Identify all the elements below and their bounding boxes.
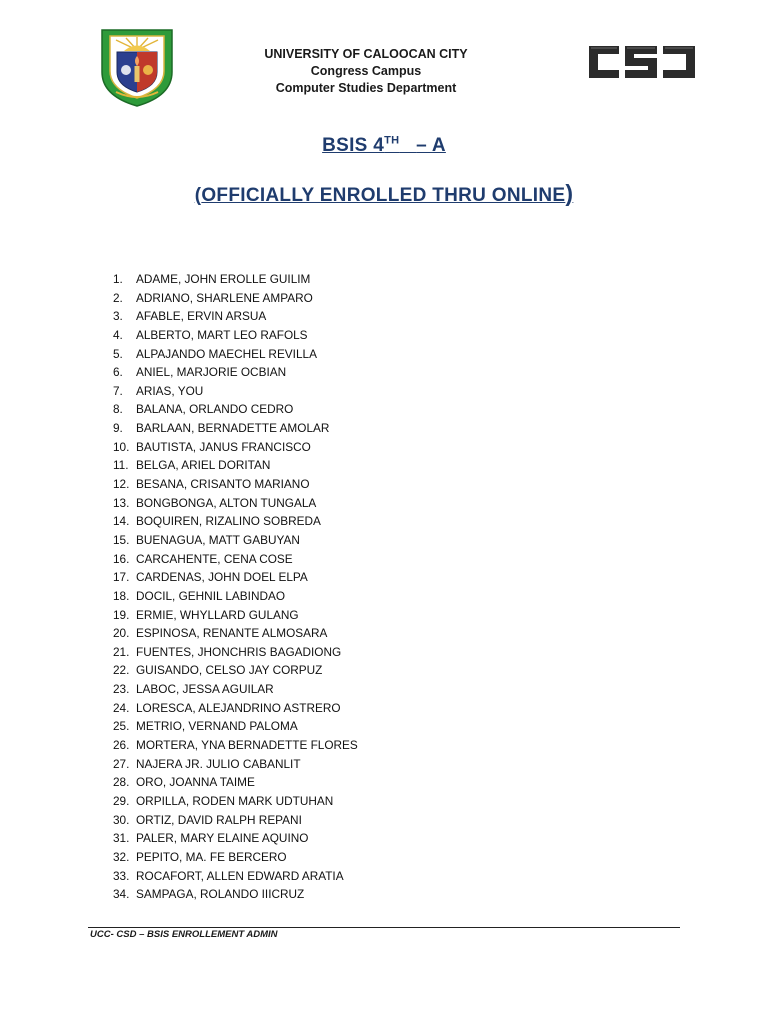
student-list-item [104, 400, 358, 419]
student-list-item [104, 885, 358, 904]
student-list-item [104, 829, 358, 848]
class-title-prefix: BSIS 4 [322, 135, 385, 156]
student-name: BALANA, ORLANDO CEDRO [136, 402, 294, 417]
student-number: 16. [113, 551, 130, 566]
student-number: 32. [113, 849, 130, 864]
student-name: CARCAHENTE, CENA COSE [136, 551, 293, 566]
student-name: FUENTES, JHONCHRIS BAGADIONG [136, 644, 342, 659]
student-list-item [104, 867, 358, 886]
student-name: ALBERTO, MART LEO RAFOLS [136, 327, 308, 342]
student-list-item [104, 419, 358, 438]
student-list-item [104, 270, 358, 289]
student-list-item [104, 512, 358, 531]
student-number: 31. [113, 831, 130, 846]
student-number: 21. [113, 644, 130, 659]
student-name: LABOC, JESSA AGUILAR [136, 682, 274, 697]
student-list-item [104, 811, 358, 830]
student-list-item [104, 326, 358, 345]
student-number: 25. [113, 719, 130, 734]
student-list-item [104, 363, 358, 382]
student-list-item [104, 289, 358, 308]
student-number: 33. [113, 868, 130, 883]
student-number: 24. [113, 700, 130, 715]
class-title-section: – A [416, 135, 446, 156]
student-list-item [104, 661, 358, 680]
csd-logo-icon [587, 42, 697, 82]
student-name: ESPINOSA, RENANTE ALMOSARA [136, 626, 328, 641]
student-number: 9. [113, 421, 123, 436]
student-name: BONGBONGA, ALTON TUNGALA [136, 495, 317, 510]
student-number: 12. [113, 477, 130, 492]
student-list-item [104, 624, 358, 643]
student-list-item [104, 438, 358, 457]
student-number: 2. [113, 290, 123, 305]
student-number: 22. [113, 663, 130, 678]
student-name: BESANA, CRISANTO MARIANO [136, 477, 310, 492]
student-name: ADRIANO, SHARLENE AMPARO [136, 290, 313, 305]
student-number: 29. [113, 793, 130, 808]
student-name: ORPILLA, RODEN MARK UDTUHAN [136, 793, 334, 808]
student-number: 13. [113, 495, 130, 510]
student-number: 23. [113, 682, 130, 697]
institution-header [248, 46, 484, 97]
student-list-item [104, 531, 358, 550]
student-number: 4. [113, 327, 123, 342]
student-number: 30. [113, 812, 130, 827]
student-list-item [104, 587, 358, 606]
student-number: 3. [113, 309, 123, 324]
enrollment-subtitle [0, 180, 768, 207]
student-name: SAMPAGA, ROLANDO IIICRUZ [136, 887, 305, 902]
student-number: 18. [113, 588, 130, 603]
student-list-item [104, 680, 358, 699]
student-list-item [104, 494, 358, 513]
student-number: 10. [113, 439, 130, 454]
student-name: ORTIZ, DAVID RALPH REPANI [136, 812, 302, 827]
student-number: 1. [113, 272, 123, 286]
student-list-item [104, 456, 358, 475]
student-list-item [104, 848, 358, 867]
student-number: 20. [113, 626, 130, 641]
student-number: 19. [113, 607, 130, 622]
student-name: MORTERA, YNA BERNADETTE FLORES [136, 738, 358, 753]
student-number: 34. [113, 887, 130, 902]
subtitle-close-paren: ) [565, 180, 574, 206]
student-name: ALPAJANDO MAECHEL REVILLA [136, 346, 317, 361]
class-title [0, 135, 768, 157]
university-name: UNIVERSITY OF CALOOCAN CITY [264, 47, 468, 61]
subtitle-text: OFFICIALLY ENROLLED THRU ONLINE [201, 185, 566, 206]
student-name: DOCIL, GEHNIL LABINDAO [136, 588, 286, 603]
student-roster [104, 270, 358, 904]
university-seal-icon [96, 26, 178, 108]
campus-name: Congress Campus [310, 64, 422, 78]
student-number: 5. [113, 346, 123, 361]
student-name: METRIO, VERNAND PALOMA [136, 719, 298, 734]
student-list-item [104, 736, 358, 755]
student-number: 14. [113, 514, 130, 529]
student-number: 27. [113, 756, 130, 771]
student-name: LORESCA, ALEJANDRINO ASTRERO [136, 700, 341, 715]
student-list-item [104, 568, 358, 587]
subtitle-open-paren: ( [194, 185, 202, 206]
student-list-item [104, 755, 358, 774]
department-name: Computer Studies Department [275, 81, 457, 95]
student-number: 15. [113, 532, 130, 547]
student-name: NAJERA JR. JULIO CABANLIT [136, 756, 301, 771]
student-list-item [104, 382, 358, 401]
student-number: 11. [113, 458, 129, 473]
student-name: ARIAS, YOU [136, 383, 204, 398]
student-list-item [104, 773, 358, 792]
student-number: 17. [113, 570, 130, 585]
student-name: BOQUIREN, RIZALINO SOBREDA [136, 514, 321, 529]
student-list-item [104, 345, 358, 364]
student-list-item [104, 792, 358, 811]
student-name: PEPITO, MA. FE BERCERO [136, 849, 287, 864]
student-list-item [104, 717, 358, 736]
student-name: PALER, MARY ELAINE AQUINO [136, 831, 309, 846]
student-number: 28. [113, 775, 130, 790]
student-name: CARDENAS, JOHN DOEL ELPA [136, 570, 308, 585]
student-list-item [104, 699, 358, 718]
student-name: ROCAFORT, ALLEN EDWARD ARATIA [136, 868, 344, 883]
student-name: BARLAAN, BERNADETTE AMOLAR [136, 421, 330, 436]
student-list-item [104, 643, 358, 662]
student-number: 8. [113, 402, 123, 417]
student-list-item [104, 307, 358, 326]
student-name: ANIEL, MARJORIE OCBIAN [136, 365, 287, 380]
student-name: ADAME, JOHN EROLLE GUILIM [136, 272, 311, 286]
student-name: GUISANDO, CELSO JAY CORPUZ [136, 663, 323, 678]
student-list-item [104, 475, 358, 494]
student-name: ORO, JOANNA TAIME [136, 775, 255, 790]
student-number: 6. [113, 365, 123, 380]
student-name: BAUTISTA, JANUS FRANCISCO [136, 439, 311, 454]
student-number: 7. [113, 383, 123, 398]
student-list-item [104, 606, 358, 625]
student-name: ERMIE, WHYLLARD GULANG [136, 607, 299, 622]
footer-divider [88, 927, 680, 928]
footer-label: UCC- CSD – BSIS ENROLLEMENT ADMIN [90, 929, 278, 940]
student-list-item [104, 550, 358, 569]
student-name: BELGA, ARIEL DORITAN [136, 458, 271, 473]
student-number: 26. [113, 738, 130, 753]
student-name: BUENAGUA, MATT GABUYAN [136, 532, 300, 547]
student-name: AFABLE, ERVIN ARSUA [136, 309, 267, 324]
class-title-superscript: TH [384, 134, 400, 147]
